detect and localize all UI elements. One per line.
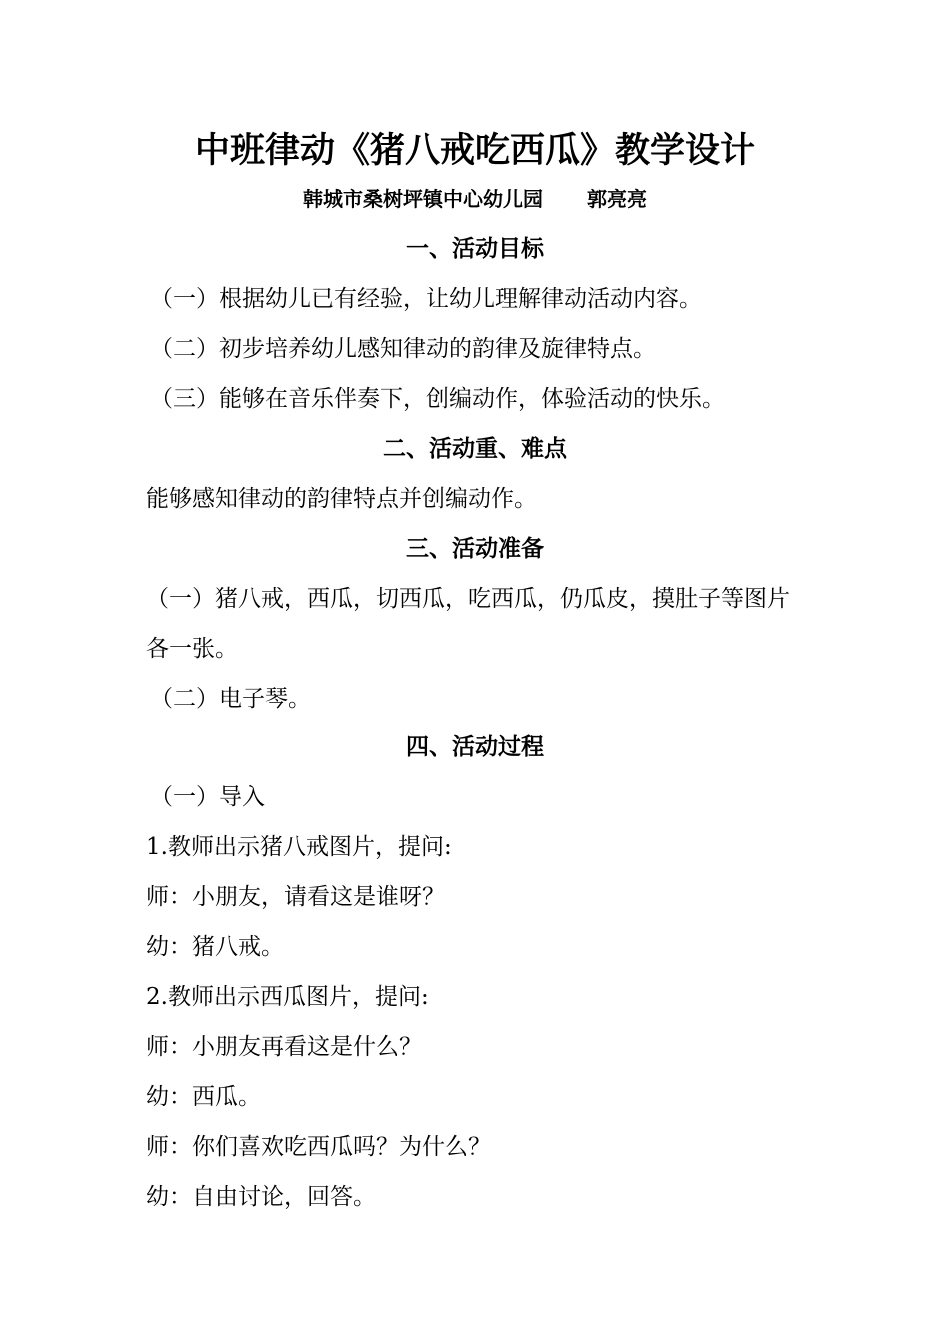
- preparation-line-2: 各一张。: [146, 636, 238, 662]
- process-line-5: 2.教师出示西瓜图片，提问:: [146, 984, 429, 1010]
- process-line-3: 师：小朋友，请看这是谁呀？: [146, 884, 445, 910]
- author-name: 郭亮亮: [587, 187, 647, 211]
- process-line-9: 幼：自由讨论，回答。: [146, 1184, 376, 1210]
- process-line-6: 师：小朋友再看这是什么？: [146, 1034, 422, 1060]
- goal-line-1: （一）根据幼儿已有经验，让幼儿理解律动活动内容。: [150, 286, 702, 312]
- process-line-8: 师：你们喜欢吃西瓜吗？为什么？: [146, 1134, 491, 1160]
- section-heading-preparation: 三、活动准备: [406, 535, 544, 562]
- goal-line-2: （二）初步培养幼儿感知律动的韵律及旋律特点。: [150, 336, 656, 362]
- section-heading-process: 四、活动过程: [406, 733, 544, 760]
- preparation-line-1: （一）猪八戒，西瓜，切西瓜，吃西瓜，仍瓜皮，摸肚子等图片: [146, 586, 790, 612]
- process-line-2: 1.教师出示猪八戒图片，提问:: [146, 834, 452, 860]
- document-byline: [0, 184, 950, 214]
- document-title: 中班律动《猪八戒吃西瓜》教学设计: [194, 130, 755, 171]
- process-line-7: 幼：西瓜。: [146, 1084, 261, 1110]
- key-point-line-1: 能够感知律动的韵律特点并创编动作。: [146, 486, 537, 512]
- preparation-line-3: （二）电子琴。: [150, 686, 311, 712]
- goal-line-3: （三）能够在音乐伴奏下，创编动作，体验活动的快乐。: [150, 386, 725, 412]
- section-heading-key-points: 二、活动重、难点: [383, 435, 567, 462]
- section-heading-goals: 一、活动目标: [406, 235, 544, 262]
- process-line-1: （一）导入: [150, 784, 265, 810]
- process-line-4: 幼：猪八戒。: [146, 934, 284, 960]
- school-name: 韩城市桑树坪镇中心幼儿园: [303, 187, 543, 211]
